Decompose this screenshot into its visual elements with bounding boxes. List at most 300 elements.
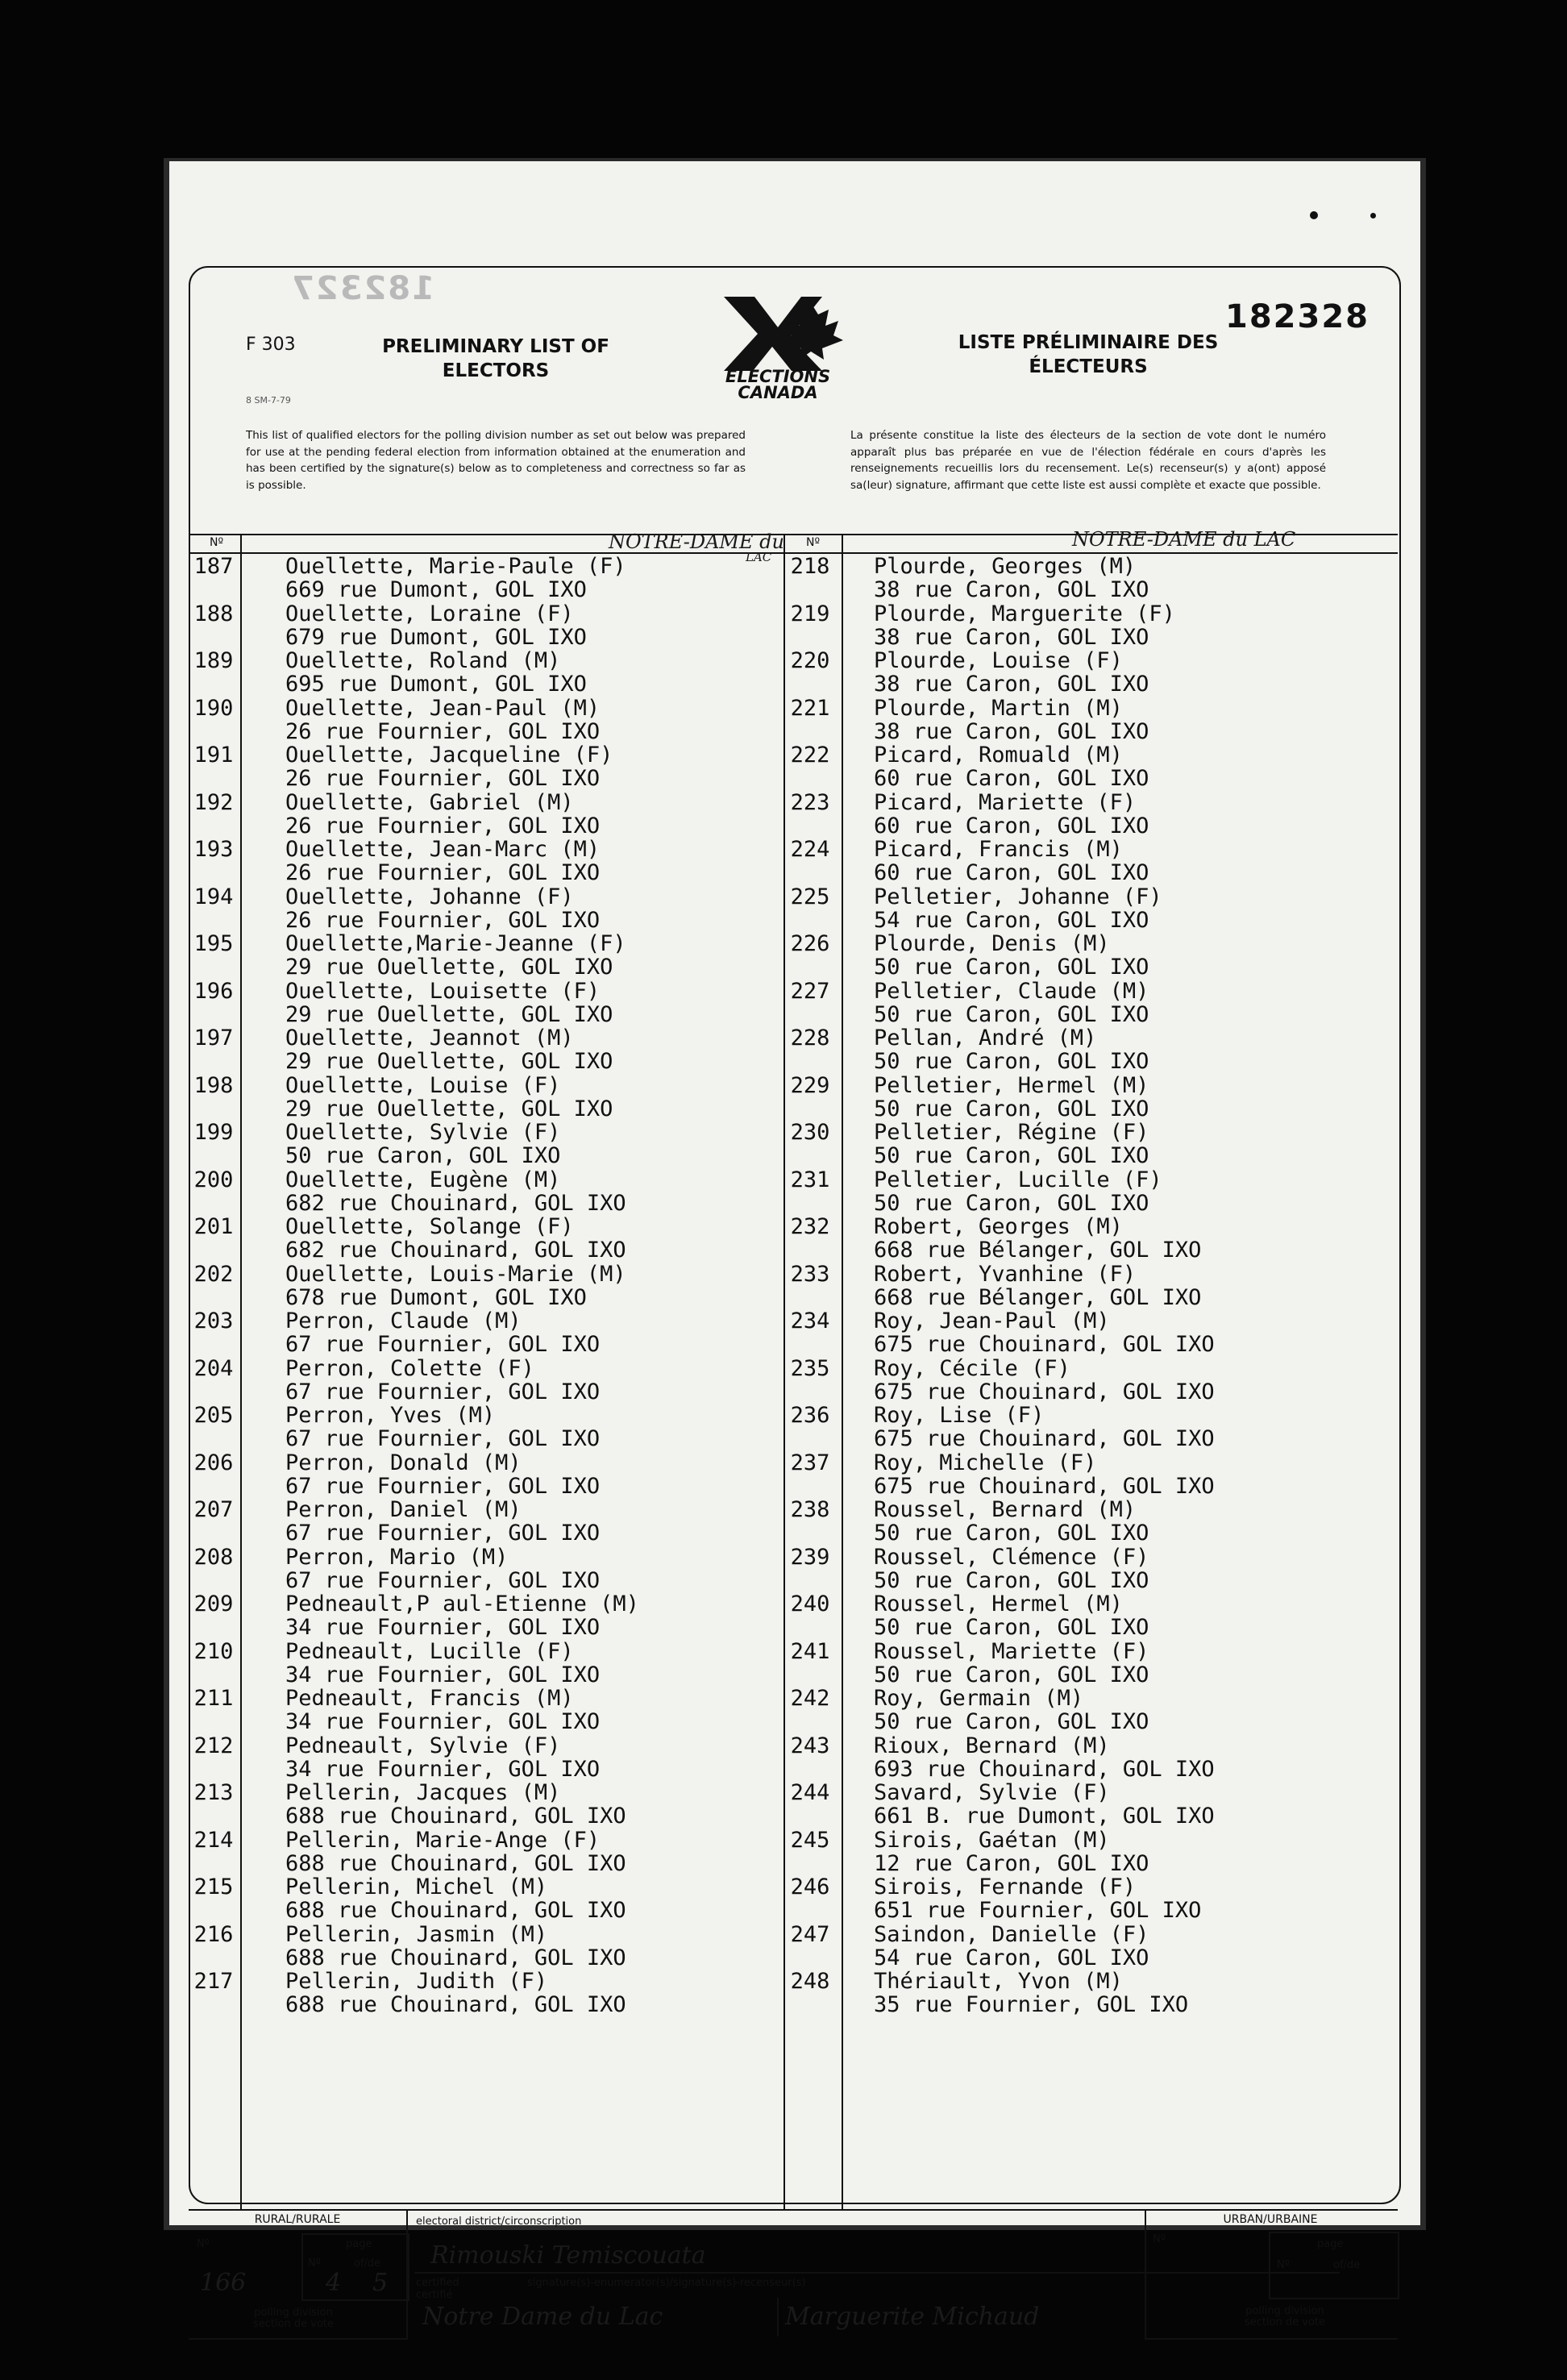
elector-number: 204 (193, 1355, 234, 1381)
serial-number: 182328 (1225, 298, 1370, 335)
handwritten-parish-left: NOTRE-DAME du (609, 531, 784, 553)
column-header-no-right: Nº (806, 536, 821, 549)
elector-number: 201 (193, 1214, 234, 1239)
elector-address: 60 rue Caron, GOL IXO (874, 813, 1149, 838)
elector-entry (785, 1498, 1390, 1546)
elector-address: 54 rue Caron, GOL IXO (874, 907, 1149, 933)
elector-address: 50 rue Caron, GOL IXO (874, 955, 1149, 980)
elector-number: 239 (790, 1544, 830, 1570)
elector-entry (785, 1357, 1390, 1404)
handwritten-parish-left-suffix: LAC (746, 550, 772, 564)
elector-entry (189, 1970, 801, 2017)
elector-address: 26 rue Fournier, GOL IXO (285, 766, 601, 791)
elector-entry (189, 1404, 801, 1451)
elector-entry (785, 649, 1390, 697)
elector-address: 679 rue Dumont, GOL IXO (285, 624, 587, 650)
elector-number: 231 (790, 1167, 830, 1192)
elector-entry (189, 649, 801, 697)
urban-page-label: page (1317, 2238, 1344, 2250)
elector-name: Rioux, Bernard (M) (874, 1733, 1110, 1758)
elector-number: 199 (193, 1120, 234, 1145)
elector-name: Ouellette, Roland (M) (285, 648, 561, 673)
elector-entry (189, 1263, 801, 1310)
elector-address: 50 rue Caron, GOL IXO (874, 1709, 1149, 1734)
elector-name: Pelletier, Hermel (M) (874, 1072, 1149, 1098)
elector-entry (785, 838, 1390, 885)
elector-address: 668 rue Bélanger, GOL IXO (874, 1238, 1202, 1263)
elector-number: 221 (790, 695, 830, 721)
elector-address: 675 rue Chouinard, GOL IXO (874, 1473, 1215, 1499)
elector-name: Plourde, Marguerite (F) (874, 601, 1175, 626)
polling-division-en: polling division (254, 2307, 333, 2319)
elector-entry (785, 743, 1390, 791)
elector-address: 60 rue Caron, GOL IXO (874, 766, 1149, 791)
elector-address: 38 rue Caron, GOL IXO (874, 577, 1149, 602)
elector-number: 232 (790, 1214, 830, 1239)
elector-number: 214 (193, 1827, 234, 1853)
elector-address: 661 B. rue Dumont, GOL IXO (874, 1804, 1215, 1829)
elector-name: Pelletier, Johanne (F) (874, 884, 1162, 909)
elector-address: 50 rue Caron, GOL IXO (874, 1567, 1149, 1593)
elector-number: 212 (193, 1733, 234, 1758)
elector-address: 29 rue Ouellette, GOL IXO (285, 1049, 613, 1074)
elector-number: 202 (193, 1261, 234, 1287)
elector-number: 209 (193, 1592, 234, 1616)
rural-page-label: page (346, 2238, 372, 2250)
elector-number: 226 (790, 931, 830, 956)
elector-number: 203 (193, 1309, 234, 1334)
elector-name: Roy, Michelle (F) (874, 1450, 1097, 1475)
elector-number: 194 (193, 884, 234, 909)
print-code: 8 SM-7-79 (246, 395, 291, 406)
elector-entry (785, 980, 1390, 1027)
ghost-serial-number: 182327 (290, 270, 434, 307)
elector-address: 675 rue Chouinard, GOL IXO (874, 1426, 1215, 1451)
title-french-line1: LISTE PRÉLIMINAIRE DES (958, 332, 1219, 353)
title-english-line1: PRELIMINARY LIST OF (382, 336, 609, 357)
handwritten-page-total: 5 (372, 2269, 389, 2297)
elector-address: 50 rue Caron, GOL IXO (874, 1096, 1149, 1121)
elector-entry (785, 1451, 1390, 1499)
elector-entry (189, 980, 801, 1027)
logo-text (701, 368, 854, 401)
elector-name: Pellerin, Jasmin (M) (285, 1921, 548, 1947)
signature-label: signature(s)-enumerator(s)/signature(s)-recenseur(s) (527, 2277, 806, 2289)
urban-page-of-label: of/de (1333, 2259, 1361, 2271)
elector-number: 200 (193, 1167, 234, 1192)
elector-entry (189, 1357, 801, 1404)
urban-page-no-label: Nº (1277, 2259, 1290, 2271)
elector-address: 35 rue Fournier, GOL IXO (874, 1992, 1189, 2017)
polling-division-fr: section de vote (252, 2318, 335, 2330)
elector-number: 222 (790, 743, 830, 768)
elector-name: Roy, Lise (F) (874, 1403, 1045, 1428)
elector-address: 675 rue Chouinard, GOL IXO (874, 1379, 1215, 1404)
elector-number: 208 (193, 1544, 234, 1570)
rural-page-of-label: of/de (354, 2257, 381, 2270)
elector-entry (785, 1263, 1390, 1310)
elector-number: 238 (790, 1497, 830, 1522)
elector-number: 213 (193, 1780, 234, 1805)
elector-address: 29 rue Ouellette, GOL IXO (285, 1096, 613, 1121)
elector-number: 206 (193, 1450, 234, 1475)
elector-number: 211 (193, 1686, 234, 1711)
elector-number: 243 (790, 1733, 830, 1758)
elector-entry (189, 791, 801, 838)
elector-number: 190 (193, 695, 234, 721)
elector-number: 230 (790, 1120, 830, 1145)
elector-name: Perron, Colette (F) (285, 1355, 534, 1381)
elector-entry (189, 1168, 801, 1216)
elector-entry (785, 1734, 1390, 1782)
elector-name: Pellerin, Jacques (M) (285, 1780, 561, 1805)
document-page (169, 161, 1420, 2331)
column-header-no-left: Nº (210, 536, 224, 549)
elector-name: Ouellette, Johanne (F) (285, 884, 574, 909)
elector-entry (189, 885, 801, 933)
elector-entry (189, 1074, 801, 1121)
elector-address: 67 rue Fournier, GOL IXO (285, 1332, 601, 1357)
elector-address: 67 rue Fournier, GOL IXO (285, 1521, 601, 1546)
elector-address: 668 rue Bélanger, GOL IXO (874, 1284, 1202, 1310)
elector-address: 26 rue Fournier, GOL IXO (285, 860, 601, 885)
elector-name: Ouellette, Jean-Marc (M) (285, 837, 601, 862)
handwritten-signature: Marguerite Michaud (785, 2303, 1040, 2331)
elector-name: Saindon, Danielle (F) (874, 1921, 1149, 1947)
elector-entry (785, 1074, 1390, 1121)
elector-entry (189, 555, 801, 602)
elector-address: 34 rue Fournier, GOL IXO (285, 1756, 601, 1782)
elector-entry (785, 791, 1390, 838)
elector-number: 215 (193, 1874, 234, 1899)
elector-entry (785, 1309, 1390, 1357)
elector-address: 67 rue Fournier, GOL IXO (285, 1426, 601, 1451)
elector-name: Perron, Mario (M) (285, 1544, 509, 1570)
elector-number: 220 (790, 648, 830, 673)
elector-name: Picard, Francis (M) (874, 837, 1123, 862)
elector-number: 193 (193, 837, 234, 862)
elector-name: Plourde, Denis (M) (874, 931, 1110, 956)
elector-entry (189, 1498, 801, 1546)
form-code: F 303 (246, 335, 296, 355)
elector-address: 67 rue Fournier, GOL IXO (285, 1567, 601, 1593)
elector-number: 217 (193, 1969, 234, 1994)
elector-number: 229 (790, 1072, 830, 1098)
elector-entry (189, 1546, 801, 1593)
elector-entry (785, 1687, 1390, 1734)
handwritten-electoral-district: Rimouski Temiscouata (430, 2241, 706, 2270)
urban-polling-division-fr: section de vote (1244, 2316, 1326, 2328)
elector-entry (189, 743, 801, 791)
elector-address: 67 rue Fournier, GOL IXO (285, 1473, 601, 1499)
intro-french: La présente constitue la liste des électeurs de la section de vote dont le numéro apparaît plus bas préparée en vue de l'élection fédérale en cours d'après les renseignements recueillis lors du recensement. Le(s) recenseur(s) y a(ont) apposé sa(leur) signature, affirmant que cette liste est aussi complète et exacte que possible. (850, 429, 1326, 492)
elector-entry (785, 602, 1390, 650)
elector-number: 207 (193, 1497, 234, 1522)
elector-entry (785, 1592, 1390, 1640)
elector-number: 198 (193, 1072, 234, 1098)
elector-address: 29 rue Ouellette, GOL IXO (285, 1001, 613, 1027)
elector-entry (189, 1923, 801, 1970)
elector-entry (785, 697, 1390, 744)
elector-address: 675 rue Chouinard, GOL IXO (874, 1332, 1215, 1357)
elector-number: 241 (790, 1638, 830, 1664)
punch-mark (1370, 213, 1376, 218)
elector-name: Ouellette, Louis-Marie (M) (285, 1261, 626, 1287)
certified-en: certified (416, 2277, 459, 2289)
elector-name: Ouellette, Gabriel (M) (285, 789, 574, 815)
elector-address: 669 rue Dumont, GOL IXO (285, 577, 587, 602)
elections-canada-logo (701, 290, 854, 411)
elector-entry (785, 1875, 1390, 1923)
elector-address: 50 rue Caron, GOL IXO (874, 1143, 1149, 1168)
rural-polling-division-label (213, 2307, 374, 2330)
elector-entry (785, 1404, 1390, 1451)
elector-number: 228 (790, 1026, 830, 1051)
elector-name: Sirois, Fernande (F) (874, 1874, 1137, 1899)
elector-name: Ouellette, Jacqueline (F) (285, 743, 613, 768)
electoral-district-label: electoral district/circonscription (416, 2216, 582, 2228)
elector-number: 247 (790, 1921, 830, 1947)
elector-entry (189, 1640, 801, 1687)
rural-no-label: Nº (197, 2238, 210, 2250)
elector-number: 192 (193, 789, 234, 815)
elector-number: 248 (790, 1969, 830, 1994)
title-french (927, 331, 1249, 379)
x-maple-leaf-icon (701, 290, 854, 371)
rural-label: RURAL/RURALE (254, 2213, 341, 2226)
elector-address: 50 rue Caron, GOL IXO (874, 1190, 1149, 1216)
elector-name: Pedneault, Francis (M) (285, 1686, 574, 1711)
elector-number: 242 (790, 1686, 830, 1711)
elector-address: 26 rue Fournier, GOL IXO (285, 907, 601, 933)
elector-address: 34 rue Fournier, GOL IXO (285, 1709, 601, 1734)
signature-divider (777, 2298, 779, 2336)
elector-entry (189, 697, 801, 744)
elector-entry (189, 1215, 801, 1263)
elector-address: 695 rue Dumont, GOL IXO (285, 672, 587, 697)
elector-address: 67 rue Fournier, GOL IXO (285, 1379, 601, 1404)
elector-entry (189, 1026, 801, 1074)
elector-name: Pellan, André (M) (874, 1026, 1097, 1051)
elector-address: 50 rue Caron, GOL IXO (874, 1615, 1149, 1640)
elector-number: 233 (790, 1261, 830, 1287)
elector-name: Ouellette, Solange (F) (285, 1214, 574, 1239)
elector-name: Picard, Romuald (M) (874, 743, 1123, 768)
elector-name: Ouellette, Loraine (F) (285, 601, 574, 626)
elector-entry (785, 1923, 1390, 1970)
elector-entry (189, 1734, 801, 1782)
elector-address: 34 rue Fournier, GOL IXO (285, 1615, 601, 1640)
elector-name: Pedneault, Lucille (F) (285, 1638, 574, 1664)
elector-address: 688 rue Chouinard, GOL IXO (285, 1992, 626, 2017)
handwritten-division-number: 166 (200, 2269, 247, 2297)
elector-name: Perron, Yves (M) (285, 1403, 496, 1428)
elector-address: 26 rue Fournier, GOL IXO (285, 718, 601, 744)
title-english-line2: ELECTORS (442, 360, 550, 381)
elector-address: 678 rue Dumont, GOL IXO (285, 1284, 587, 1310)
elector-name: Roussel, Mariette (F) (874, 1638, 1149, 1664)
urban-label: URBAN/URBAINE (1223, 2213, 1318, 2226)
elector-name: Savard, Sylvie (F) (874, 1780, 1110, 1805)
elector-name: Sirois, Gaétan (M) (874, 1827, 1110, 1853)
elector-number: 210 (193, 1638, 234, 1664)
elector-name: Roy, Cécile (F) (874, 1355, 1070, 1381)
elector-address: 12 rue Caron, GOL IXO (874, 1850, 1149, 1876)
elector-address: 38 rue Caron, GOL IXO (874, 672, 1149, 697)
elector-address: 50 rue Caron, GOL IXO (874, 1521, 1149, 1546)
elector-number: 225 (790, 884, 830, 909)
elector-name: Ouellette, Louise (F) (285, 1072, 561, 1098)
elector-name: Ouellette, Eugène (M) (285, 1167, 561, 1192)
elector-address: 60 rue Caron, GOL IXO (874, 860, 1149, 885)
elector-entry (189, 1829, 801, 1876)
elector-number: 244 (790, 1780, 830, 1805)
elector-name: Pellerin, Judith (F) (285, 1969, 548, 1994)
elector-address: 688 rue Chouinard, GOL IXO (285, 1850, 626, 1876)
elector-number: 205 (193, 1403, 234, 1428)
handwritten-certified-place: Notre Dame du Lac (422, 2303, 663, 2331)
elector-name: Plourde, Louise (F) (874, 648, 1123, 673)
elector-address: 682 rue Chouinard, GOL IXO (285, 1190, 626, 1216)
elector-entry (785, 1829, 1390, 1876)
elector-name: Roy, Germain (M) (874, 1686, 1084, 1711)
elector-number: 246 (790, 1874, 830, 1899)
elector-name: Roussel, Hermel (M) (874, 1592, 1123, 1616)
intro-english: This list of qualified electors for the polling division number as set out below was prepared for use at the pending federal election from information obtained at the enumeration and has been certified by the signature(s) below as to completeness and correctness so far as is possible. (246, 429, 746, 492)
elector-entry (189, 1687, 801, 1734)
elector-entry (189, 1592, 801, 1640)
logo-text-line2: CANADA (738, 383, 818, 402)
elector-entry (785, 1215, 1390, 1263)
elector-address: 50 rue Caron, GOL IXO (874, 1662, 1149, 1687)
elector-entry (189, 1781, 801, 1829)
elector-entry (189, 1121, 801, 1168)
footer-section (189, 2209, 1398, 2338)
elector-name: Plourde, Martin (M) (874, 695, 1123, 721)
elector-address: 34 rue Fournier, GOL IXO (285, 1662, 601, 1687)
elector-address: 29 rue Ouellette, GOL IXO (285, 955, 613, 980)
elector-entry (785, 885, 1390, 933)
elector-number: 234 (790, 1309, 830, 1334)
elector-name: Pedneault, Sylvie (F) (285, 1733, 561, 1758)
elector-name: Picard, Mariette (F) (874, 789, 1137, 815)
elector-address: 50 rue Caron, GOL IXO (874, 1001, 1149, 1027)
elector-entry (189, 1451, 801, 1499)
elector-name: Ouellette, Jeannot (M) (285, 1026, 574, 1051)
title-french-line2: ÉLECTEURS (1029, 356, 1148, 377)
elector-number: 237 (790, 1450, 830, 1475)
elector-address: 50 rue Caron, GOL IXO (874, 1049, 1149, 1074)
elector-number: 219 (790, 601, 830, 626)
elector-name: Perron, Claude (M) (285, 1309, 522, 1334)
elector-number: 227 (790, 978, 830, 1004)
elector-entry (785, 555, 1390, 602)
elector-address: 651 rue Fournier, GOL IXO (874, 1898, 1202, 1923)
elector-name: Thériault, Yvon (M) (874, 1969, 1123, 1994)
certified-fr: certifié (416, 2289, 453, 2301)
elector-number: 189 (193, 648, 234, 673)
elector-address: 682 rue Chouinard, GOL IXO (285, 1238, 626, 1263)
elector-name: Plourde, Georges (M) (874, 554, 1137, 579)
elector-number: 191 (193, 743, 234, 768)
elector-entry (189, 1875, 801, 1923)
elector-number: 240 (790, 1592, 830, 1616)
elector-name: Robert, Georges (M) (874, 1214, 1123, 1239)
elector-number: 195 (193, 931, 234, 956)
elector-address: 693 rue Chouinard, GOL IXO (874, 1756, 1215, 1782)
elector-name: Pelletier, Régine (F) (874, 1120, 1149, 1145)
elector-name: Ouellette, Marie-Paule (F) (285, 554, 626, 579)
urban-polling-division-label (1204, 2306, 1365, 2328)
elector-number: 236 (790, 1403, 830, 1428)
elector-name: Ouellette,Marie-Jeanne (F) (285, 931, 626, 956)
elector-entry (785, 932, 1390, 980)
elector-entry (189, 602, 801, 650)
elector-name: Pellerin, Michel (M) (285, 1874, 548, 1899)
elector-number: 218 (790, 554, 830, 579)
elector-name: Roussel, Bernard (M) (874, 1497, 1137, 1522)
elector-entry (785, 1121, 1390, 1168)
elector-number: 197 (193, 1026, 234, 1051)
elector-name: Robert, Yvanhine (F) (874, 1261, 1137, 1287)
elector-entry (785, 1546, 1390, 1593)
elector-name: Pellerin, Marie-Ange (F) (285, 1827, 601, 1853)
logo-text-line1: ELECTIONS (725, 367, 831, 386)
title-english (371, 335, 621, 383)
elector-number: 245 (790, 1827, 830, 1853)
handwritten-parish-right: NOTRE-DAME du LAC (1072, 528, 1296, 551)
elector-name: Ouellette, Jean-Paul (M) (285, 695, 601, 721)
elector-number: 224 (790, 837, 830, 862)
elector-name: Roy, Jean-Paul (M) (874, 1309, 1110, 1334)
elector-name: Pelletier, Claude (M) (874, 978, 1149, 1004)
elector-name: Perron, Daniel (M) (285, 1497, 522, 1522)
rural-page-no-label: Nº (308, 2257, 321, 2270)
handwritten-page-number: 4 (326, 2269, 342, 2297)
elector-name: Ouellette, Louisette (F) (285, 978, 601, 1004)
elector-number: 216 (193, 1921, 234, 1947)
elector-entry (785, 1781, 1390, 1829)
elector-address: 688 rue Chouinard, GOL IXO (285, 1898, 626, 1923)
urban-polling-division-en: polling division (1245, 2305, 1324, 2317)
elector-entry (189, 838, 801, 885)
elector-number: 188 (193, 601, 234, 626)
punch-mark (1310, 211, 1318, 219)
certified-label (416, 2277, 459, 2301)
elector-address: 688 rue Chouinard, GOL IXO (285, 1804, 626, 1829)
elector-entry (785, 1970, 1390, 2017)
elector-number: 187 (193, 554, 234, 579)
elector-name: Roussel, Clémence (F) (874, 1544, 1149, 1570)
elector-number: 235 (790, 1355, 830, 1381)
elector-address: 38 rue Caron, GOL IXO (874, 718, 1149, 744)
elector-name: Perron, Donald (M) (285, 1450, 522, 1475)
elector-entry (189, 932, 801, 980)
elector-address: 688 rue Chouinard, GOL IXO (285, 1945, 626, 1970)
urban-no-label: Nº (1153, 2233, 1166, 2245)
elector-address: 38 rue Caron, GOL IXO (874, 624, 1149, 650)
elector-address: 50 rue Caron, GOL IXO (285, 1143, 561, 1168)
elector-entry (785, 1640, 1390, 1687)
elector-number: 223 (790, 789, 830, 815)
elector-name: Pelletier, Lucille (F) (874, 1167, 1162, 1192)
elector-entry (785, 1168, 1390, 1216)
elector-name: Pedneault,P aul-Etienne (M) (285, 1592, 639, 1616)
elector-name: Ouellette, Sylvie (F) (285, 1120, 561, 1145)
elector-number: 196 (193, 978, 234, 1004)
elector-entry (785, 1026, 1390, 1074)
elector-address: 54 rue Caron, GOL IXO (874, 1945, 1149, 1970)
